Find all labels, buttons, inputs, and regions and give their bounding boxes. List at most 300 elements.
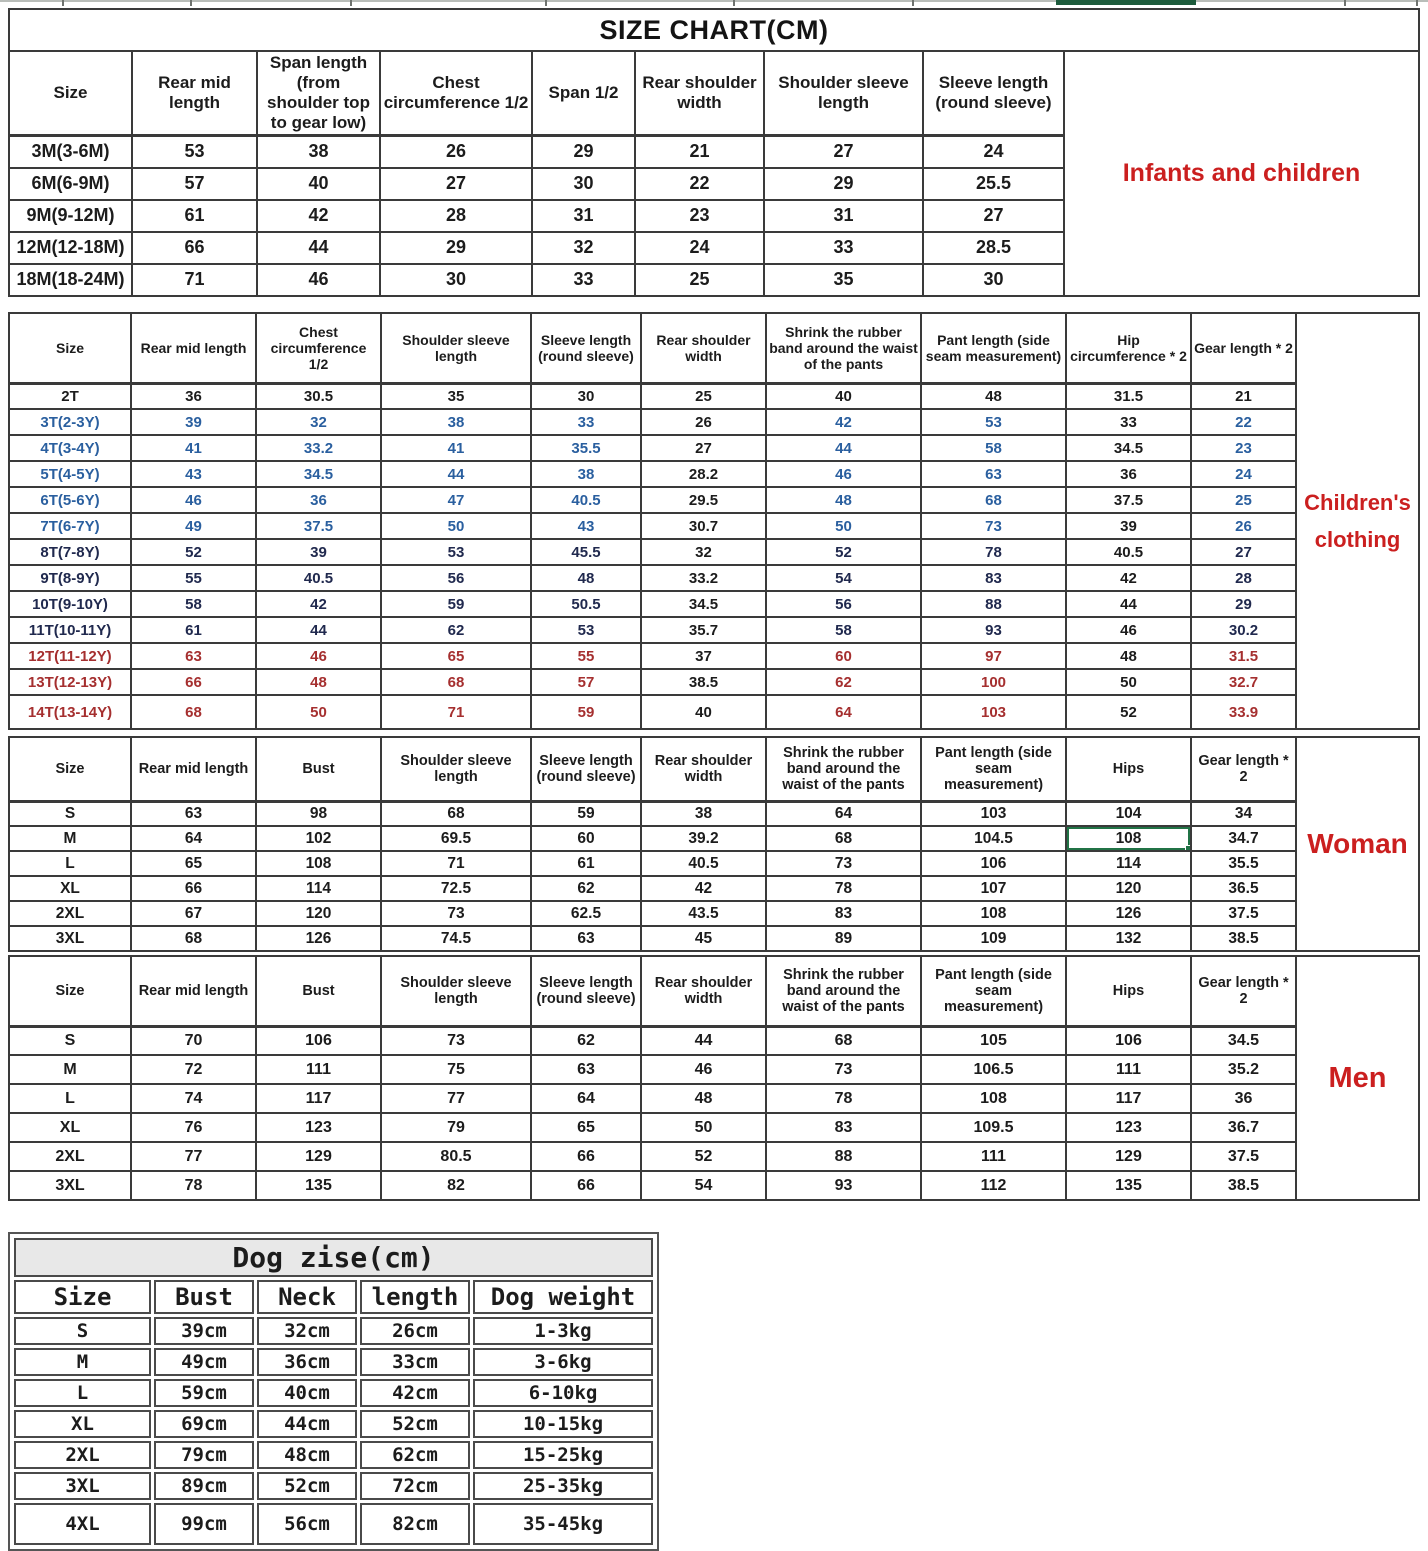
table-row: [9, 851, 1296, 876]
cell: 82: [381, 1171, 531, 1200]
cell: 43: [531, 513, 641, 539]
cell: 75: [381, 1055, 531, 1084]
dog-cell: 2XL: [14, 1441, 151, 1469]
cell: 60: [766, 643, 921, 669]
dog-cell: 4XL: [14, 1503, 151, 1545]
dog-cell: 32cm: [257, 1317, 357, 1345]
table-row: [9, 200, 1064, 232]
cell: 42: [1066, 565, 1191, 591]
cell: 93: [766, 1171, 921, 1200]
cell: 78: [131, 1171, 256, 1200]
dog-cell: M: [14, 1348, 151, 1376]
cell: 56: [381, 565, 531, 591]
cell: 108: [921, 901, 1066, 926]
col-header: Rear mid length: [132, 51, 257, 136]
cell: 112: [921, 1171, 1066, 1200]
cell: 97: [921, 643, 1066, 669]
cell: 69.5: [381, 826, 531, 851]
dog-section: [8, 1232, 659, 1551]
spreadsheet-green-cell-border: [1056, 0, 1196, 5]
cell: 29: [380, 232, 532, 264]
col-header: Chest circumference 1/2: [256, 313, 381, 383]
cell: 37.5: [1066, 487, 1191, 513]
cell: 30: [380, 264, 532, 296]
cell: 68: [381, 669, 531, 695]
col-header: Shoulder sleeve length: [381, 737, 531, 801]
cell: 11T(10-11Y): [9, 617, 131, 643]
cell: 6T(5-6Y): [9, 487, 131, 513]
cell: 98: [256, 801, 381, 826]
dog-cell: 25-35kg: [473, 1472, 653, 1500]
cell: 7T(6-7Y): [9, 513, 131, 539]
cell: 40: [766, 383, 921, 409]
cell: 50: [1066, 669, 1191, 695]
cell: 9M(9-12M): [9, 200, 132, 232]
col-header: Bust: [256, 956, 381, 1026]
cell: 53: [531, 617, 641, 643]
cell: 72: [131, 1055, 256, 1084]
cell: 28.2: [641, 461, 766, 487]
cell: 44: [641, 1026, 766, 1055]
dog-cell: 3-6kg: [473, 1348, 653, 1376]
cell: 62: [531, 1026, 641, 1055]
men-size-table: [8, 955, 1297, 1201]
cell: 27: [764, 136, 923, 168]
cell: 37: [641, 643, 766, 669]
cell: 59: [531, 801, 641, 826]
table-row: [9, 383, 1296, 409]
cell: L: [9, 1084, 131, 1113]
cell: 89: [766, 926, 921, 951]
cell: 23: [1191, 435, 1296, 461]
cell: 41: [381, 435, 531, 461]
cell: 6M(6-9M): [9, 168, 132, 200]
infants-section-label: Infants and children: [1063, 50, 1420, 297]
cell: 24: [923, 136, 1064, 168]
cell: 33: [1066, 409, 1191, 435]
col-header: Gear length * 2: [1191, 737, 1296, 801]
cell: M: [9, 826, 131, 851]
table-row: [9, 487, 1296, 513]
col-header: Shoulder sleeve length: [764, 51, 923, 136]
cell: 35.2: [1191, 1055, 1296, 1084]
cell: 39: [131, 409, 256, 435]
cell: 48: [1066, 643, 1191, 669]
dog-col-header: Size: [14, 1280, 151, 1314]
cell: 33: [764, 232, 923, 264]
dog-cell: 56cm: [257, 1503, 357, 1545]
cell: 40: [641, 695, 766, 729]
table-row: [9, 1055, 1296, 1084]
dog-cell: 44cm: [257, 1410, 357, 1438]
cell: 24: [1191, 461, 1296, 487]
cell: 129: [1066, 1142, 1191, 1171]
dog-cell: 6-10kg: [473, 1379, 653, 1407]
sheet-top-gridline: [0, 0, 1428, 2]
cell: 77: [381, 1084, 531, 1113]
cell: 107: [921, 876, 1066, 901]
cell: 3T(2-3Y): [9, 409, 131, 435]
woman-size-table: [8, 736, 1297, 952]
col-header: Chest circumference 1/2: [380, 51, 532, 136]
cell: 4T(3-4Y): [9, 435, 131, 461]
col-header: Rear shoulder width: [641, 737, 766, 801]
cell: 34.7: [1191, 826, 1296, 851]
dog-cell: 3XL: [14, 1472, 151, 1500]
cell: 114: [1066, 851, 1191, 876]
cell: 40.5: [256, 565, 381, 591]
cell: 64: [766, 801, 921, 826]
table-row: [9, 513, 1296, 539]
cell: 34.5: [1066, 435, 1191, 461]
cell: 74: [131, 1084, 256, 1113]
col-header: Shrink the rubber band around the waist of the pants: [766, 313, 921, 383]
cell: 29: [764, 168, 923, 200]
column-tick: [350, 0, 352, 6]
cell: 106.5: [921, 1055, 1066, 1084]
cell: 35: [381, 383, 531, 409]
children-section-label: Children's clothing: [1295, 312, 1420, 730]
cell: 2XL: [9, 901, 131, 926]
cell: 66: [131, 669, 256, 695]
cell: 26: [1191, 513, 1296, 539]
cell: 42: [257, 200, 380, 232]
cell: 26: [380, 136, 532, 168]
cell: 103: [921, 695, 1066, 729]
cell: 33.2: [256, 435, 381, 461]
table-row: [9, 1113, 1296, 1142]
cell: 123: [1066, 1113, 1191, 1142]
cell: 42: [766, 409, 921, 435]
cell: 50.5: [531, 591, 641, 617]
cell: 57: [132, 168, 257, 200]
cell: 38.5: [1191, 1171, 1296, 1200]
cell: 61: [132, 200, 257, 232]
cell: 33: [532, 264, 635, 296]
cell: 59: [381, 591, 531, 617]
cell: 48: [921, 383, 1066, 409]
cell: 66: [131, 876, 256, 901]
cell: 35.5: [531, 435, 641, 461]
cell: 93: [921, 617, 1066, 643]
cell: 78: [921, 539, 1066, 565]
table-row: [9, 136, 1064, 168]
cell: 63: [531, 1055, 641, 1084]
table-row: [9, 168, 1064, 200]
col-header: Pant length (side seam measurement): [921, 737, 1066, 801]
cell: 30: [532, 168, 635, 200]
cell: 30: [923, 264, 1064, 296]
cell: 46: [257, 264, 380, 296]
cell: 126: [256, 926, 381, 951]
dog-cell: 33cm: [360, 1348, 470, 1376]
cell: 52: [641, 1142, 766, 1171]
cell: 21: [635, 136, 764, 168]
dog-cell: 99cm: [154, 1503, 254, 1545]
cell: 39: [1066, 513, 1191, 539]
cell: 38.5: [641, 669, 766, 695]
cell: 46: [1066, 617, 1191, 643]
col-header: Shrink the rubber band around the waist of the pants: [766, 737, 921, 801]
cell: 56: [766, 591, 921, 617]
table-row: [9, 826, 1296, 851]
cell: 79: [381, 1113, 531, 1142]
cell: 132: [1066, 926, 1191, 951]
table-row: [9, 643, 1296, 669]
cell: 111: [256, 1055, 381, 1084]
cell: 26: [641, 409, 766, 435]
cell: 71: [381, 695, 531, 729]
cell: 33.9: [1191, 695, 1296, 729]
cell: 31.5: [1066, 383, 1191, 409]
cell: 55: [531, 643, 641, 669]
cell: 3M(3-6M): [9, 136, 132, 168]
table-row: [9, 926, 1296, 951]
table-row: [9, 264, 1064, 296]
cell: 108: [256, 851, 381, 876]
cell: 52: [131, 539, 256, 565]
dog-cell: 79cm: [154, 1441, 254, 1469]
table-row: [9, 876, 1296, 901]
cell: 103: [921, 801, 1066, 826]
cell: 50: [381, 513, 531, 539]
cell: 40: [257, 168, 380, 200]
col-header: Rear mid length: [131, 737, 256, 801]
cell: 74.5: [381, 926, 531, 951]
cell: 36: [131, 383, 256, 409]
table-row: [9, 565, 1296, 591]
cell: XL: [9, 1113, 131, 1142]
cell: 50: [766, 513, 921, 539]
dog-cell: 89cm: [154, 1472, 254, 1500]
cell: 54: [766, 565, 921, 591]
dog-table-row: [14, 1348, 653, 1376]
cell: 111: [1066, 1055, 1191, 1084]
table-row: [9, 617, 1296, 643]
cell: 9T(8-9Y): [9, 565, 131, 591]
children-section: [8, 312, 1420, 730]
cell: 44: [766, 435, 921, 461]
col-header: Gear length * 2: [1191, 313, 1296, 383]
cell: 53: [921, 409, 1066, 435]
cell: 34.5: [641, 591, 766, 617]
cell: 59: [531, 695, 641, 729]
cell: 68: [766, 1026, 921, 1055]
cell: 45: [641, 926, 766, 951]
dog-size-table: [11, 1235, 656, 1548]
cell: 104: [1066, 801, 1191, 826]
cell: 46: [256, 643, 381, 669]
dog-table-row: [14, 1441, 653, 1469]
cell: 37.5: [1191, 901, 1296, 926]
cell: 73: [766, 851, 921, 876]
cell: 43.5: [641, 901, 766, 926]
dog-col-header: Bust: [154, 1280, 254, 1314]
cell: 13T(12-13Y): [9, 669, 131, 695]
dog-cell: 15-25kg: [473, 1441, 653, 1469]
cell: 31: [532, 200, 635, 232]
cell: 22: [635, 168, 764, 200]
cell: 33.2: [641, 565, 766, 591]
cell: 104.5: [921, 826, 1066, 851]
cell: 32: [641, 539, 766, 565]
col-header: Hips: [1066, 956, 1191, 1026]
dog-cell: 59cm: [154, 1379, 254, 1407]
dog-cell: 10-15kg: [473, 1410, 653, 1438]
cell: 135: [1066, 1171, 1191, 1200]
cell: 62: [531, 876, 641, 901]
table-row: [9, 901, 1296, 926]
dog-cell: 49cm: [154, 1348, 254, 1376]
cell: 63: [131, 801, 256, 826]
cell: 66: [531, 1171, 641, 1200]
men-section: [8, 955, 1420, 1201]
cell: 29.5: [641, 487, 766, 513]
cell: 106: [921, 851, 1066, 876]
cell: 117: [1066, 1084, 1191, 1113]
table-row: [9, 591, 1296, 617]
woman-section-label: Woman: [1295, 736, 1420, 952]
dog-cell: 35-45kg: [473, 1503, 653, 1545]
dog-cell: 48cm: [257, 1441, 357, 1469]
dog-col-header: length: [360, 1280, 470, 1314]
cell: 46: [641, 1055, 766, 1084]
table-row: [9, 409, 1296, 435]
cell: 27: [1191, 539, 1296, 565]
dog-cell: 82cm: [360, 1503, 470, 1545]
cell: 65: [131, 851, 256, 876]
cell: 36: [256, 487, 381, 513]
cell: 78: [766, 1084, 921, 1113]
cell: 48: [641, 1084, 766, 1113]
col-header: Rear shoulder width: [641, 956, 766, 1026]
cell: 28: [380, 200, 532, 232]
cell: 41: [131, 435, 256, 461]
column-tick: [190, 0, 192, 6]
cell: 48: [531, 565, 641, 591]
cell: 57: [531, 669, 641, 695]
cell: 58: [921, 435, 1066, 461]
cell: 73: [766, 1055, 921, 1084]
cell: 25: [1191, 487, 1296, 513]
col-header: Sleeve length (round sleeve): [531, 313, 641, 383]
cell: 40.5: [641, 851, 766, 876]
col-header: Shoulder sleeve length: [381, 956, 531, 1026]
cell: 38: [531, 461, 641, 487]
dog-cell: 39cm: [154, 1317, 254, 1345]
cell: 72.5: [381, 876, 531, 901]
cell: XL: [9, 876, 131, 901]
cell: 31: [764, 200, 923, 232]
col-header: Pant length (side seam measurement): [921, 956, 1066, 1026]
dog-cell: 1-3kg: [473, 1317, 653, 1345]
cell: 39.2: [641, 826, 766, 851]
cell: 68: [131, 926, 256, 951]
cell: 106: [256, 1026, 381, 1055]
cell: 52: [1066, 695, 1191, 729]
cell: 30: [531, 383, 641, 409]
cell: 109.5: [921, 1113, 1066, 1142]
column-tick: [1344, 0, 1346, 6]
dog-cell: 72cm: [360, 1472, 470, 1500]
cell: 35.5: [1191, 851, 1296, 876]
cell: 35: [764, 264, 923, 296]
cell: 58: [766, 617, 921, 643]
cell: 38: [381, 409, 531, 435]
cell: 83: [766, 901, 921, 926]
cell: 44: [257, 232, 380, 264]
cell: 32: [532, 232, 635, 264]
cell: 114: [256, 876, 381, 901]
cell: 12T(11-12Y): [9, 643, 131, 669]
cell: 63: [131, 643, 256, 669]
cell: 42: [641, 876, 766, 901]
cell: 83: [766, 1113, 921, 1142]
cell: 105: [921, 1026, 1066, 1055]
cell: 77: [131, 1142, 256, 1171]
cell: 67: [131, 901, 256, 926]
selected-cell: 108: [1066, 826, 1191, 851]
col-header: Hips: [1066, 737, 1191, 801]
cell: 45.5: [531, 539, 641, 565]
cell: 33: [531, 409, 641, 435]
table-row: [9, 539, 1296, 565]
col-header: Span length (from shoulder top to gear low): [257, 51, 380, 136]
cell: 34.5: [1191, 1026, 1296, 1055]
cell: S: [9, 1026, 131, 1055]
cell: 64: [531, 1084, 641, 1113]
cell: 29: [1191, 591, 1296, 617]
cell: 66: [531, 1142, 641, 1171]
cell: 53: [381, 539, 531, 565]
dog-cell: S: [14, 1317, 151, 1345]
cell: 5T(4-5Y): [9, 461, 131, 487]
cell: 43: [131, 461, 256, 487]
cell: 73: [381, 1026, 531, 1055]
children-size-table: [8, 312, 1297, 730]
cell: 32: [256, 409, 381, 435]
cell: 37.5: [1191, 1142, 1296, 1171]
table-row: [9, 1142, 1296, 1171]
cell: 34: [1191, 801, 1296, 826]
cell: 36.5: [1191, 876, 1296, 901]
cell: 106: [1066, 1026, 1191, 1055]
cell: 34.5: [256, 461, 381, 487]
cell: 50: [256, 695, 381, 729]
cell: 123: [256, 1113, 381, 1142]
infants-size-table: [8, 50, 1065, 297]
cell: 44: [381, 461, 531, 487]
cell: 62: [381, 617, 531, 643]
column-tick: [545, 0, 547, 6]
cell: 65: [531, 1113, 641, 1142]
cell: 71: [132, 264, 257, 296]
cell: 36: [1191, 1084, 1296, 1113]
cell: 52: [766, 539, 921, 565]
cell: 39: [256, 539, 381, 565]
col-header: Size: [9, 956, 131, 1026]
table-row: [9, 232, 1064, 264]
col-header: Sleeve length (round sleeve): [531, 956, 641, 1026]
cell: 61: [131, 617, 256, 643]
cell: 27: [641, 435, 766, 461]
table-row: [9, 1026, 1296, 1055]
cell: 63: [531, 926, 641, 951]
cell: 27: [923, 200, 1064, 232]
cell: 64: [131, 826, 256, 851]
col-header: Rear shoulder width: [635, 51, 764, 136]
cell: 48: [256, 669, 381, 695]
